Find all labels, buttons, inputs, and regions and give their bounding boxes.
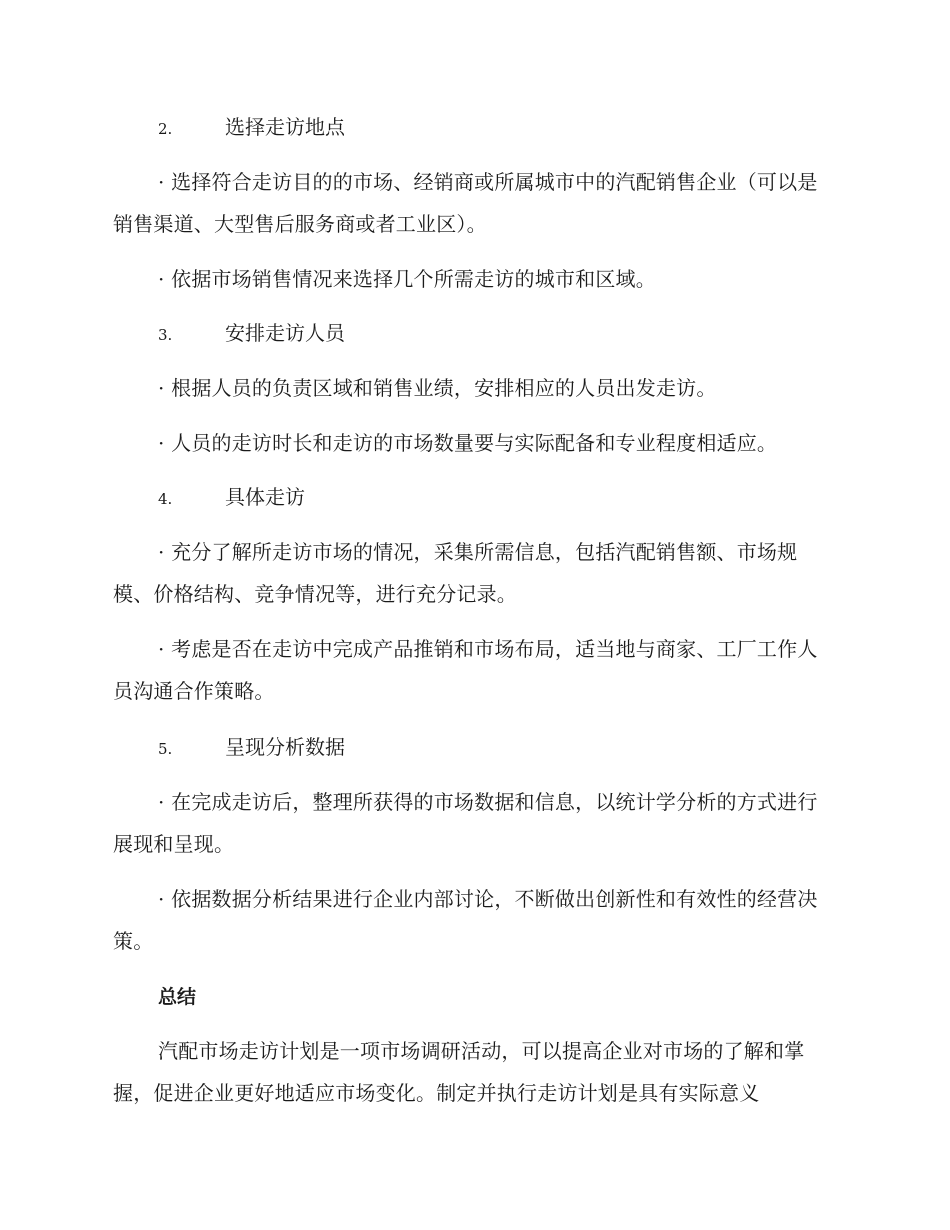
- section-number: 4.: [158, 490, 173, 508]
- section-title: 安排走访人员: [225, 321, 345, 345]
- section-heading: [158, 112, 345, 144]
- section-heading: [158, 482, 305, 514]
- bullet-paragraph: · 充分了解所走访市场的情况，采集所需信息，包括汽配销售额、市场规模、价格结构、竞争情况等，进行充分记录。: [113, 540, 798, 606]
- summary-paragraph: 汽配市场走访计划是一项市场调研活动，可以提高企业对市场的了解和掌握，促进企业更好地适应市场变化。制定并执行走访计划是具有实际意义: [113, 1039, 805, 1105]
- bullet-paragraph: · 选择符合走访目的的市场、经销商或所属城市中的汽配销售企业（可以是销售渠道、大型售后服务商或者工业区）。: [113, 170, 818, 236]
- bullet-paragraph: · 人员的走访时长和走访的市场数量要与实际配备和专业程度相适应。: [158, 431, 778, 455]
- section-number: 2.: [158, 120, 173, 138]
- section-number: 5.: [158, 740, 173, 758]
- bullet-paragraph: · 依据数据分析结果进行企业内部讨论，不断做出创新性和有效性的经营决策。: [113, 887, 818, 953]
- section-heading: [158, 318, 345, 350]
- bullet-paragraph: · 依据市场销售情况来选择几个所需走访的城市和区域。: [158, 267, 656, 291]
- summary-heading: 总结: [158, 986, 197, 1008]
- bullet-paragraph: · 考虑是否在走访中完成产品推销和市场布局，适当地与商家、工厂工作人员沟通合作策略。: [113, 637, 818, 703]
- section-title: 选择走访地点: [225, 115, 345, 139]
- bullet-paragraph: · 在完成走访后，整理所获得的市场数据和信息，以统计学分析的方式进行展现和呈现。: [113, 790, 818, 856]
- section-title: 呈现分析数据: [225, 735, 345, 759]
- bullet-paragraph: · 根据人员的负责区域和销售业绩，安排相应的人员出发走访。: [158, 376, 717, 400]
- section-number: 3.: [158, 326, 173, 344]
- section-heading: [158, 732, 345, 764]
- section-title: 具体走访: [225, 485, 305, 509]
